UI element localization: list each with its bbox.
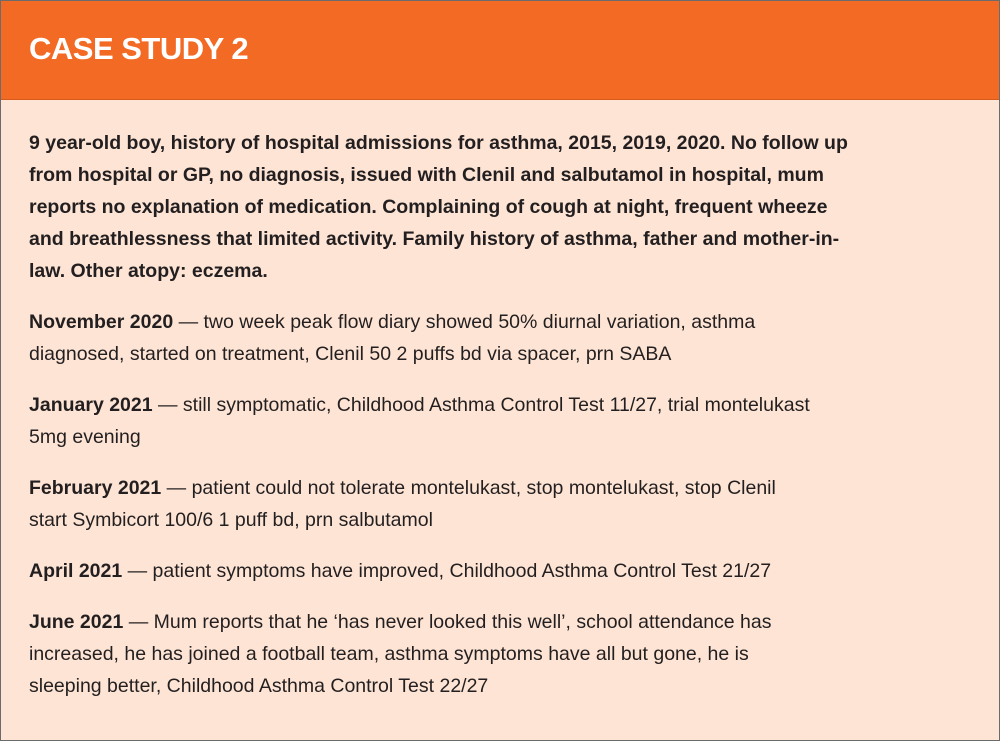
case-study-content xyxy=(29,127,979,721)
text-line: diagnosed, started on treatment, Clenil 50 2 puffs bd via spacer, prn SABA xyxy=(29,343,672,365)
timeline-entry-april-2021 xyxy=(29,555,979,587)
timeline-entry-february-2021 xyxy=(29,472,979,536)
entry-date: April 2021 xyxy=(29,560,123,582)
timeline-entry-january-2021 xyxy=(29,389,979,453)
entry-text: — patient symptoms have improved, Childhood Asthma Control Test 21/27 xyxy=(122,560,772,582)
entry-text: — patient could not tolerate montelukast, stop montelukast, stop Clenil xyxy=(161,477,776,499)
case-study-title: CASE STUDY 2 xyxy=(29,31,249,66)
text-line: and breathlessness that limited activity. Family history of asthma, father and mother-in- xyxy=(29,228,840,250)
text-line: start Symbicort 100/6 1 puff bd, prn salbutamol xyxy=(29,509,433,531)
entry-date: February 2021 xyxy=(29,477,162,499)
entry-date: January 2021 xyxy=(29,394,153,416)
text-line: law. Other atopy: eczema. xyxy=(29,260,268,282)
text-line: 5mg evening xyxy=(29,426,141,448)
timeline-entry-june-2021 xyxy=(29,606,979,702)
text-line: from hospital or GP, no diagnosis, issued with Clenil and salbutamol in hospital, mum xyxy=(29,164,824,186)
text-line xyxy=(29,306,979,338)
text-line: sleeping better, Childhood Asthma Control Test 22/27 xyxy=(29,675,489,697)
entry-text: — two week peak flow diary showed 50% diurnal variation, asthma xyxy=(173,311,756,333)
text-line: increased, he has joined a football team, asthma symptoms have all but gone, he is xyxy=(29,643,749,665)
patient-history-paragraph xyxy=(29,127,979,287)
text-line: 9 year-old boy, history of hospital admissions for asthma, 2015, 2019, 2020. No follow up xyxy=(29,132,848,154)
text-line: reports no explanation of medication. Complaining of cough at night, frequent wheeze xyxy=(29,196,828,218)
entry-date: November 2020 xyxy=(29,311,174,333)
entry-text: — still symptomatic, Childhood Asthma Control Test 11/27, trial montelukast xyxy=(152,394,810,416)
text-line xyxy=(29,606,979,638)
text-line xyxy=(29,389,979,421)
entry-text: — Mum reports that he ‘has never looked this well’, school attendance has xyxy=(123,611,772,633)
entry-date: June 2021 xyxy=(29,611,124,633)
case-study-header xyxy=(1,1,999,100)
timeline-entry-november-2020 xyxy=(29,306,979,370)
text-line xyxy=(29,472,979,504)
text-line xyxy=(29,555,979,587)
